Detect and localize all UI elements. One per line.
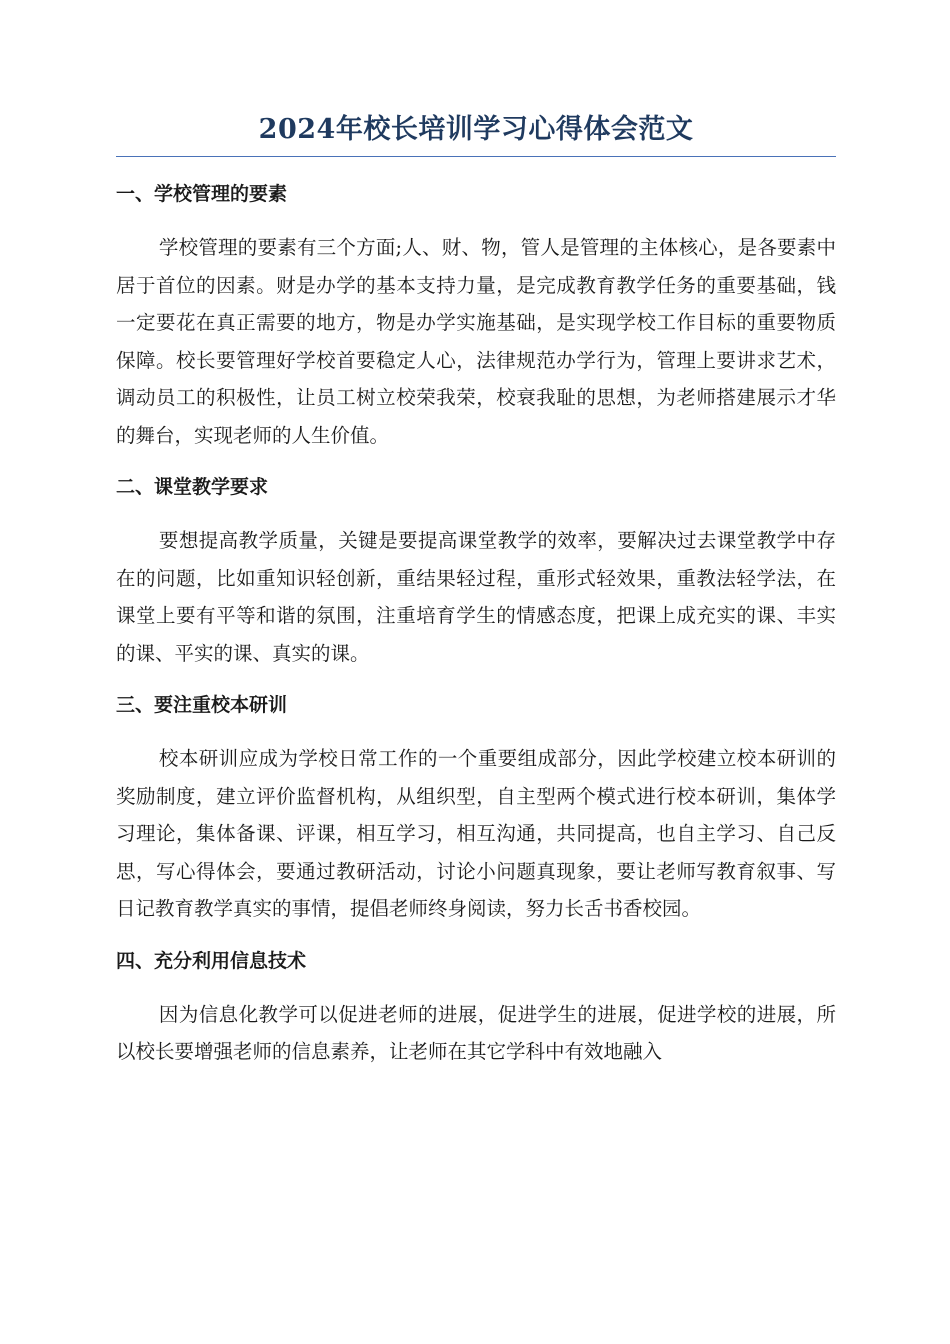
section-heading: 一、学校管理的要素 — [116, 183, 288, 205]
section-heading: 三、要注重校本研训 — [116, 694, 288, 716]
section-management-elements — [116, 179, 836, 454]
section-paragraph: 因为信息化教学可以促进老师的进展，促进学生的进展，促进学校的进展，所以校长要增强老师的信息素养，让老师在其它学科中有效地融入 — [116, 1002, 836, 1063]
document-page — [116, 108, 836, 1089]
section-information-technology — [116, 946, 836, 1071]
section-classroom-teaching — [116, 472, 836, 672]
section-paragraph: 校本研训应成为学校日常工作的一个重要组成部分，因此学校建立校本研训的奖励制度，建立评价监督机构，从组织型，自主型两个模式进行校本研训，集体学习理论，集体备课、评课，相互学习，相互沟通，共同提高，也自主学习、自己反思，写心得体会，要通过教研活动，讨论小问题真现象，要让老师写教育叙事、写日记教育教学真实的事情，提倡老师终身阅读，努力长舌书香校园。 — [116, 747, 836, 920]
document-title: 2024年校长培训学习心得体会范文 — [258, 114, 694, 145]
section-heading: 二、课堂教学要求 — [116, 476, 269, 498]
title-underline — [116, 156, 836, 157]
section-paragraph: 要想提高教学质量，关键是要提高课堂教学的效率，要解决过去课堂教学中存在的问题，比如重知识轻创新，重结果轻过程，重形式轻效果，重教法轻学法，在课堂上要有平等和谐的氛围，注重培育学生的情感态度，把课上成充实的课、丰实的课、平实的课、真实的课。 — [116, 529, 836, 665]
section-paragraph: 学校管理的要素有三个方面;人、财、物，管人是管理的主体核心，是各要素中居于首位的因素。财是办学的基本支持力量，是完成教育教学任务的重要基础，钱一定要花在真正需要的地方，物是办学实施基础，是实现学校工作目标的重要物质保障。校长要管理好学校首要稳定人心，法律规范办学行为，管理上要讲求艺术，调动员工的积极性，让员工树立校荣我荣，校衰我耻的思想，为老师搭建展示才华的舞台，实现老师的人生价值。 — [116, 236, 836, 447]
section-school-based-training — [116, 690, 836, 928]
section-heading: 四、充分利用信息技术 — [116, 949, 307, 972]
